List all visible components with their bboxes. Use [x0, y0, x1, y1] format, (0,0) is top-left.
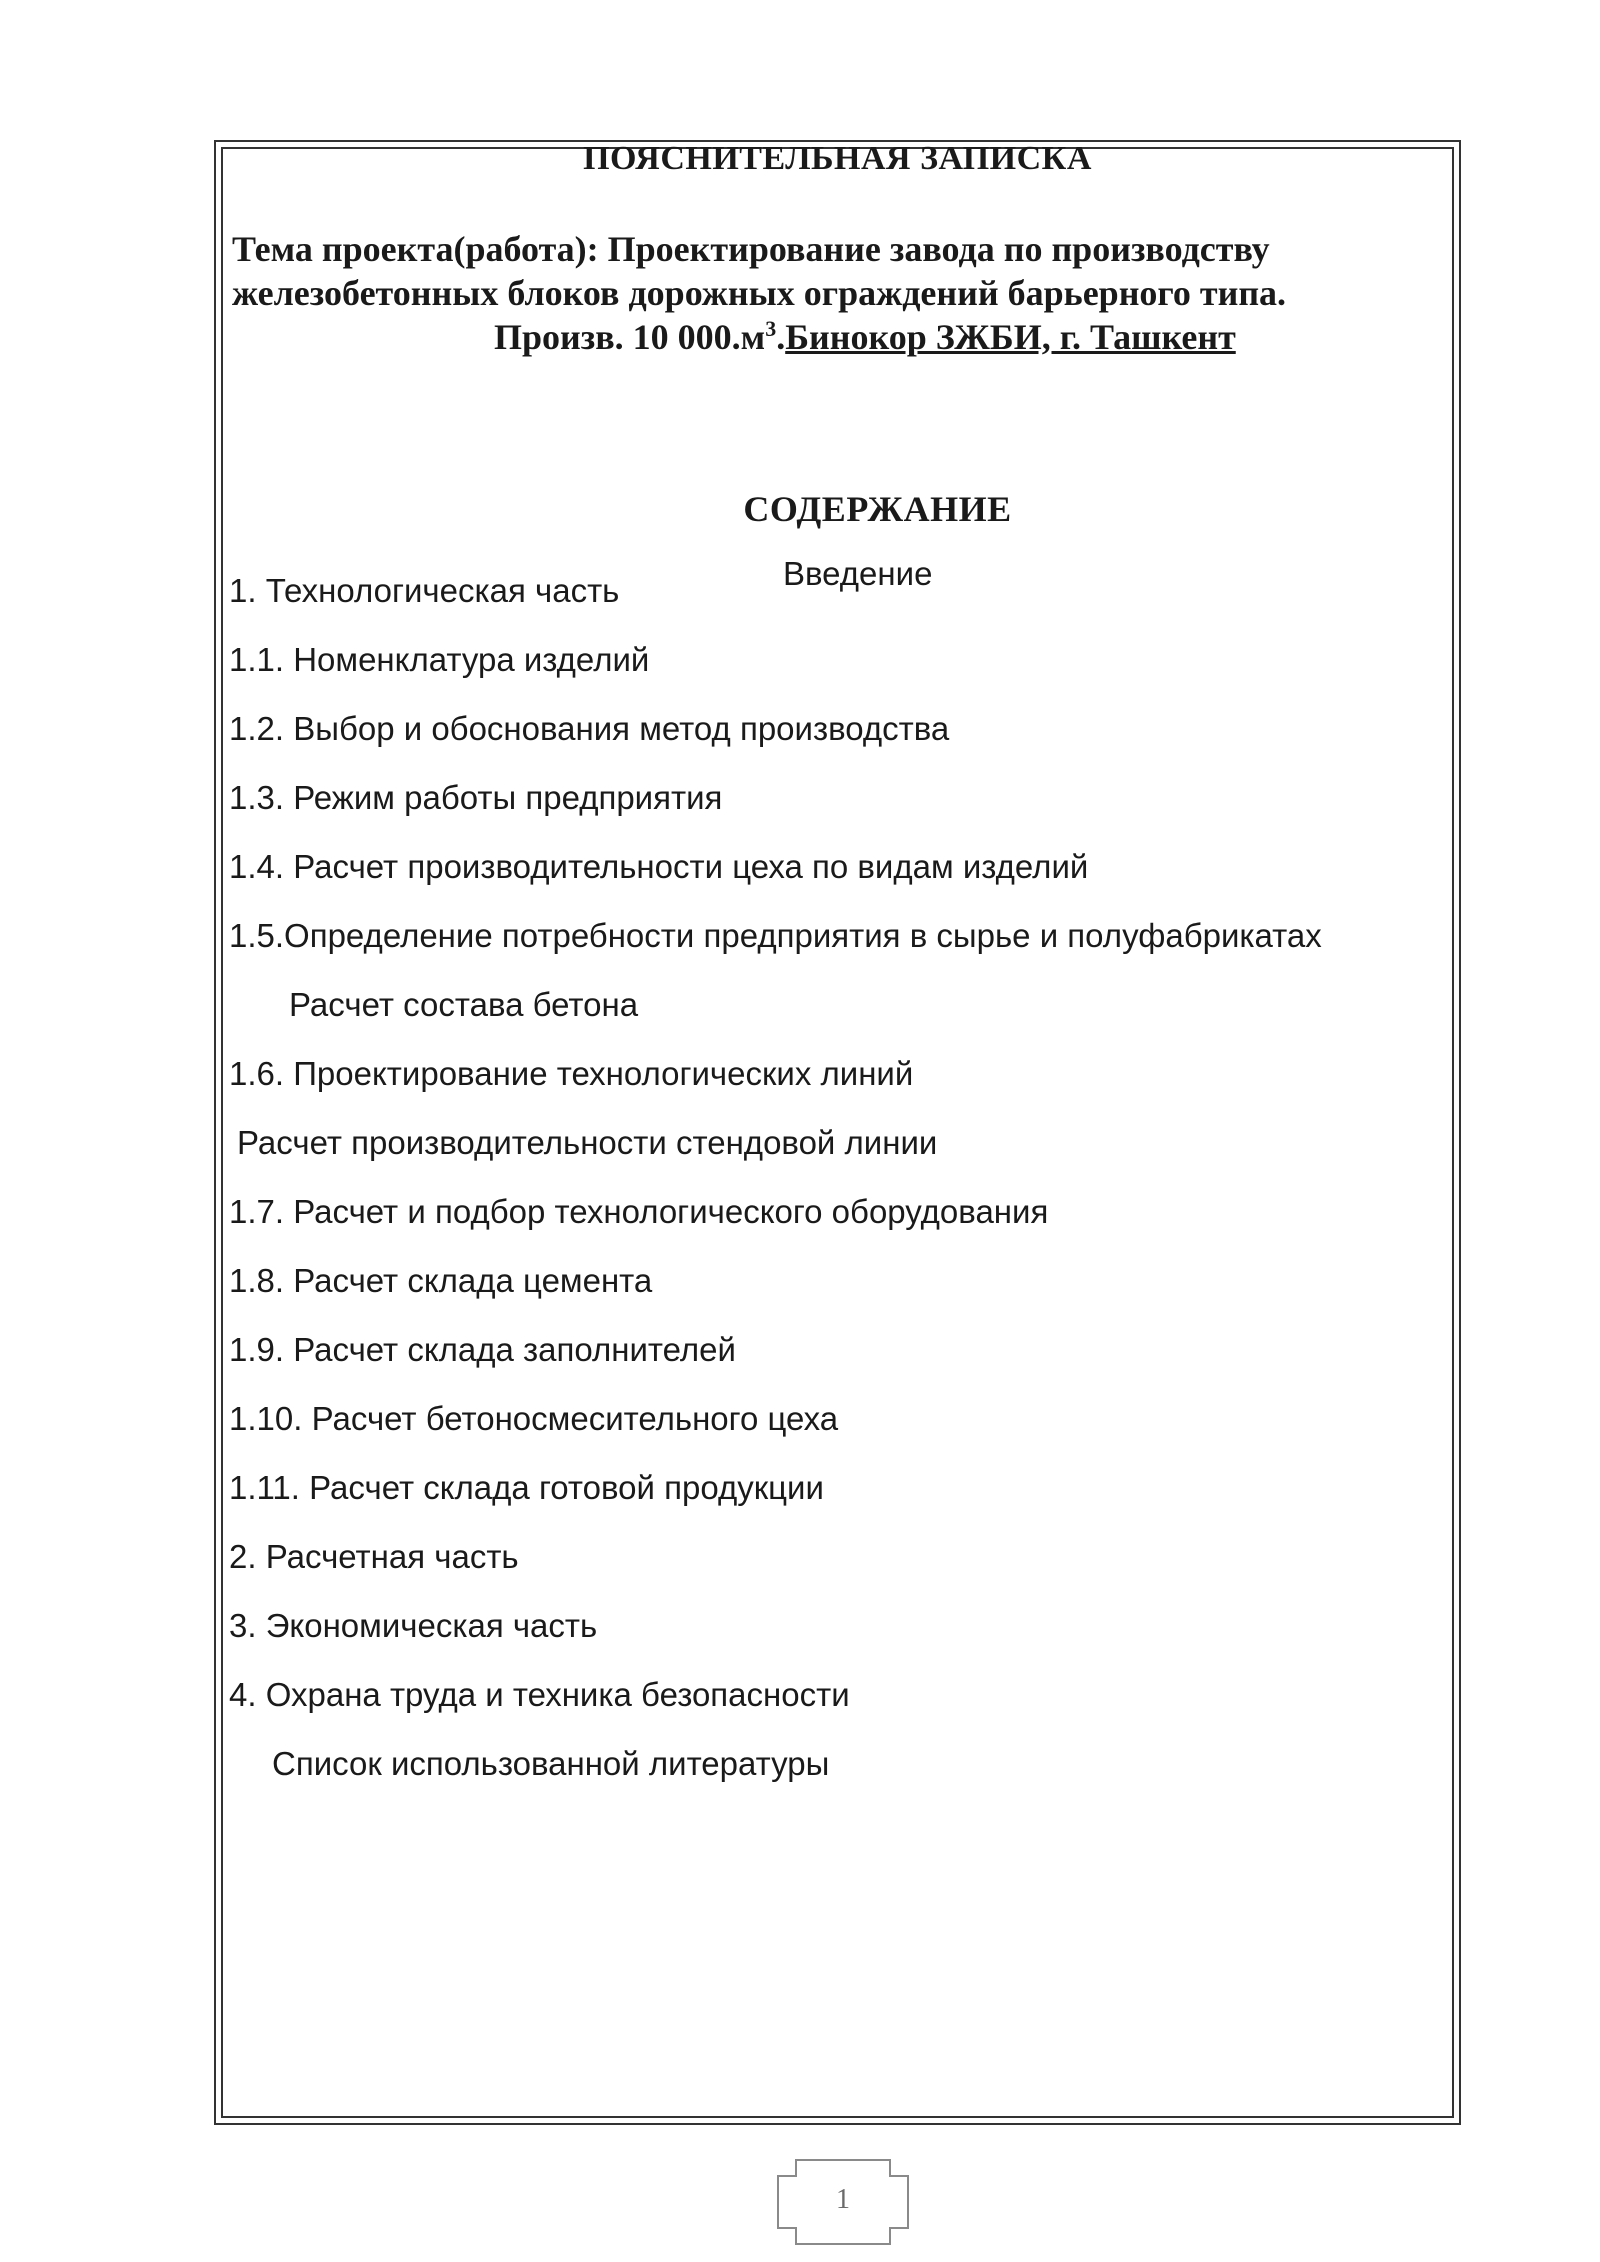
toc-item: 1.6. Проектирование технологических линий: [229, 1055, 914, 1092]
toc-item: Расчет состава бетона: [289, 986, 639, 1023]
toc-item: Расчет производительности стендовой линии: [237, 1124, 938, 1161]
toc-item: 1.10. Расчет бетоносмесительного цеха: [229, 1400, 839, 1437]
toc-item: 1.4. Расчет производительности цеха по видам изделий: [229, 848, 1089, 885]
project-theme-line-3: [494, 316, 1236, 358]
page-number: 1: [836, 2184, 850, 2215]
toc-item: 1.2. Выбор и обоснования метод производства: [229, 710, 950, 747]
document-title: ПОЯСНИТЕЛЬНАЯ ЗАПИСКА: [583, 140, 1092, 177]
volume-unit-exponent: 3: [765, 316, 777, 341]
toc-item: 1.5.Определение потребности предприятия в сырье и полуфабрикатах: [229, 917, 1322, 954]
toc-intro: Введение: [783, 555, 933, 592]
toc-item: 1.3. Режим работы предприятия: [229, 779, 723, 816]
project-theme-line-1: Тема проекта(работа): Проектирование завода по производству: [232, 229, 1270, 269]
theme-separator: .: [776, 317, 786, 357]
toc-item: Список использованной литературы: [272, 1745, 830, 1782]
toc-item: 1.1. Номенклатура изделий: [229, 641, 650, 678]
toc-item: 4. Охрана труда и техника безопасности: [229, 1676, 850, 1713]
plant-location: Бинокор ЗЖБИ, г. Ташкент: [785, 317, 1236, 357]
toc-item: 1.8. Расчет склада цемента: [229, 1262, 653, 1299]
toc-item: 2. Расчетная часть: [229, 1538, 519, 1575]
toc-item: 3. Экономическая часть: [229, 1607, 598, 1644]
project-theme-line-2: железобетонных блоков дорожных ограждений барьерного типа.: [232, 273, 1287, 313]
toc-item: 1.11. Расчет склада готовой продукции: [229, 1469, 824, 1506]
production-volume: Произв. 10 000.м: [494, 317, 766, 357]
toc-item: 1.9. Расчет склада заполнителей: [229, 1331, 736, 1368]
toc-item: 1.7. Расчет и подбор технологического оборудования: [229, 1193, 1049, 1230]
toc-item: 1. Технологическая часть: [229, 572, 620, 609]
toc-heading: СОДЕРЖАНИЕ: [743, 489, 1012, 529]
